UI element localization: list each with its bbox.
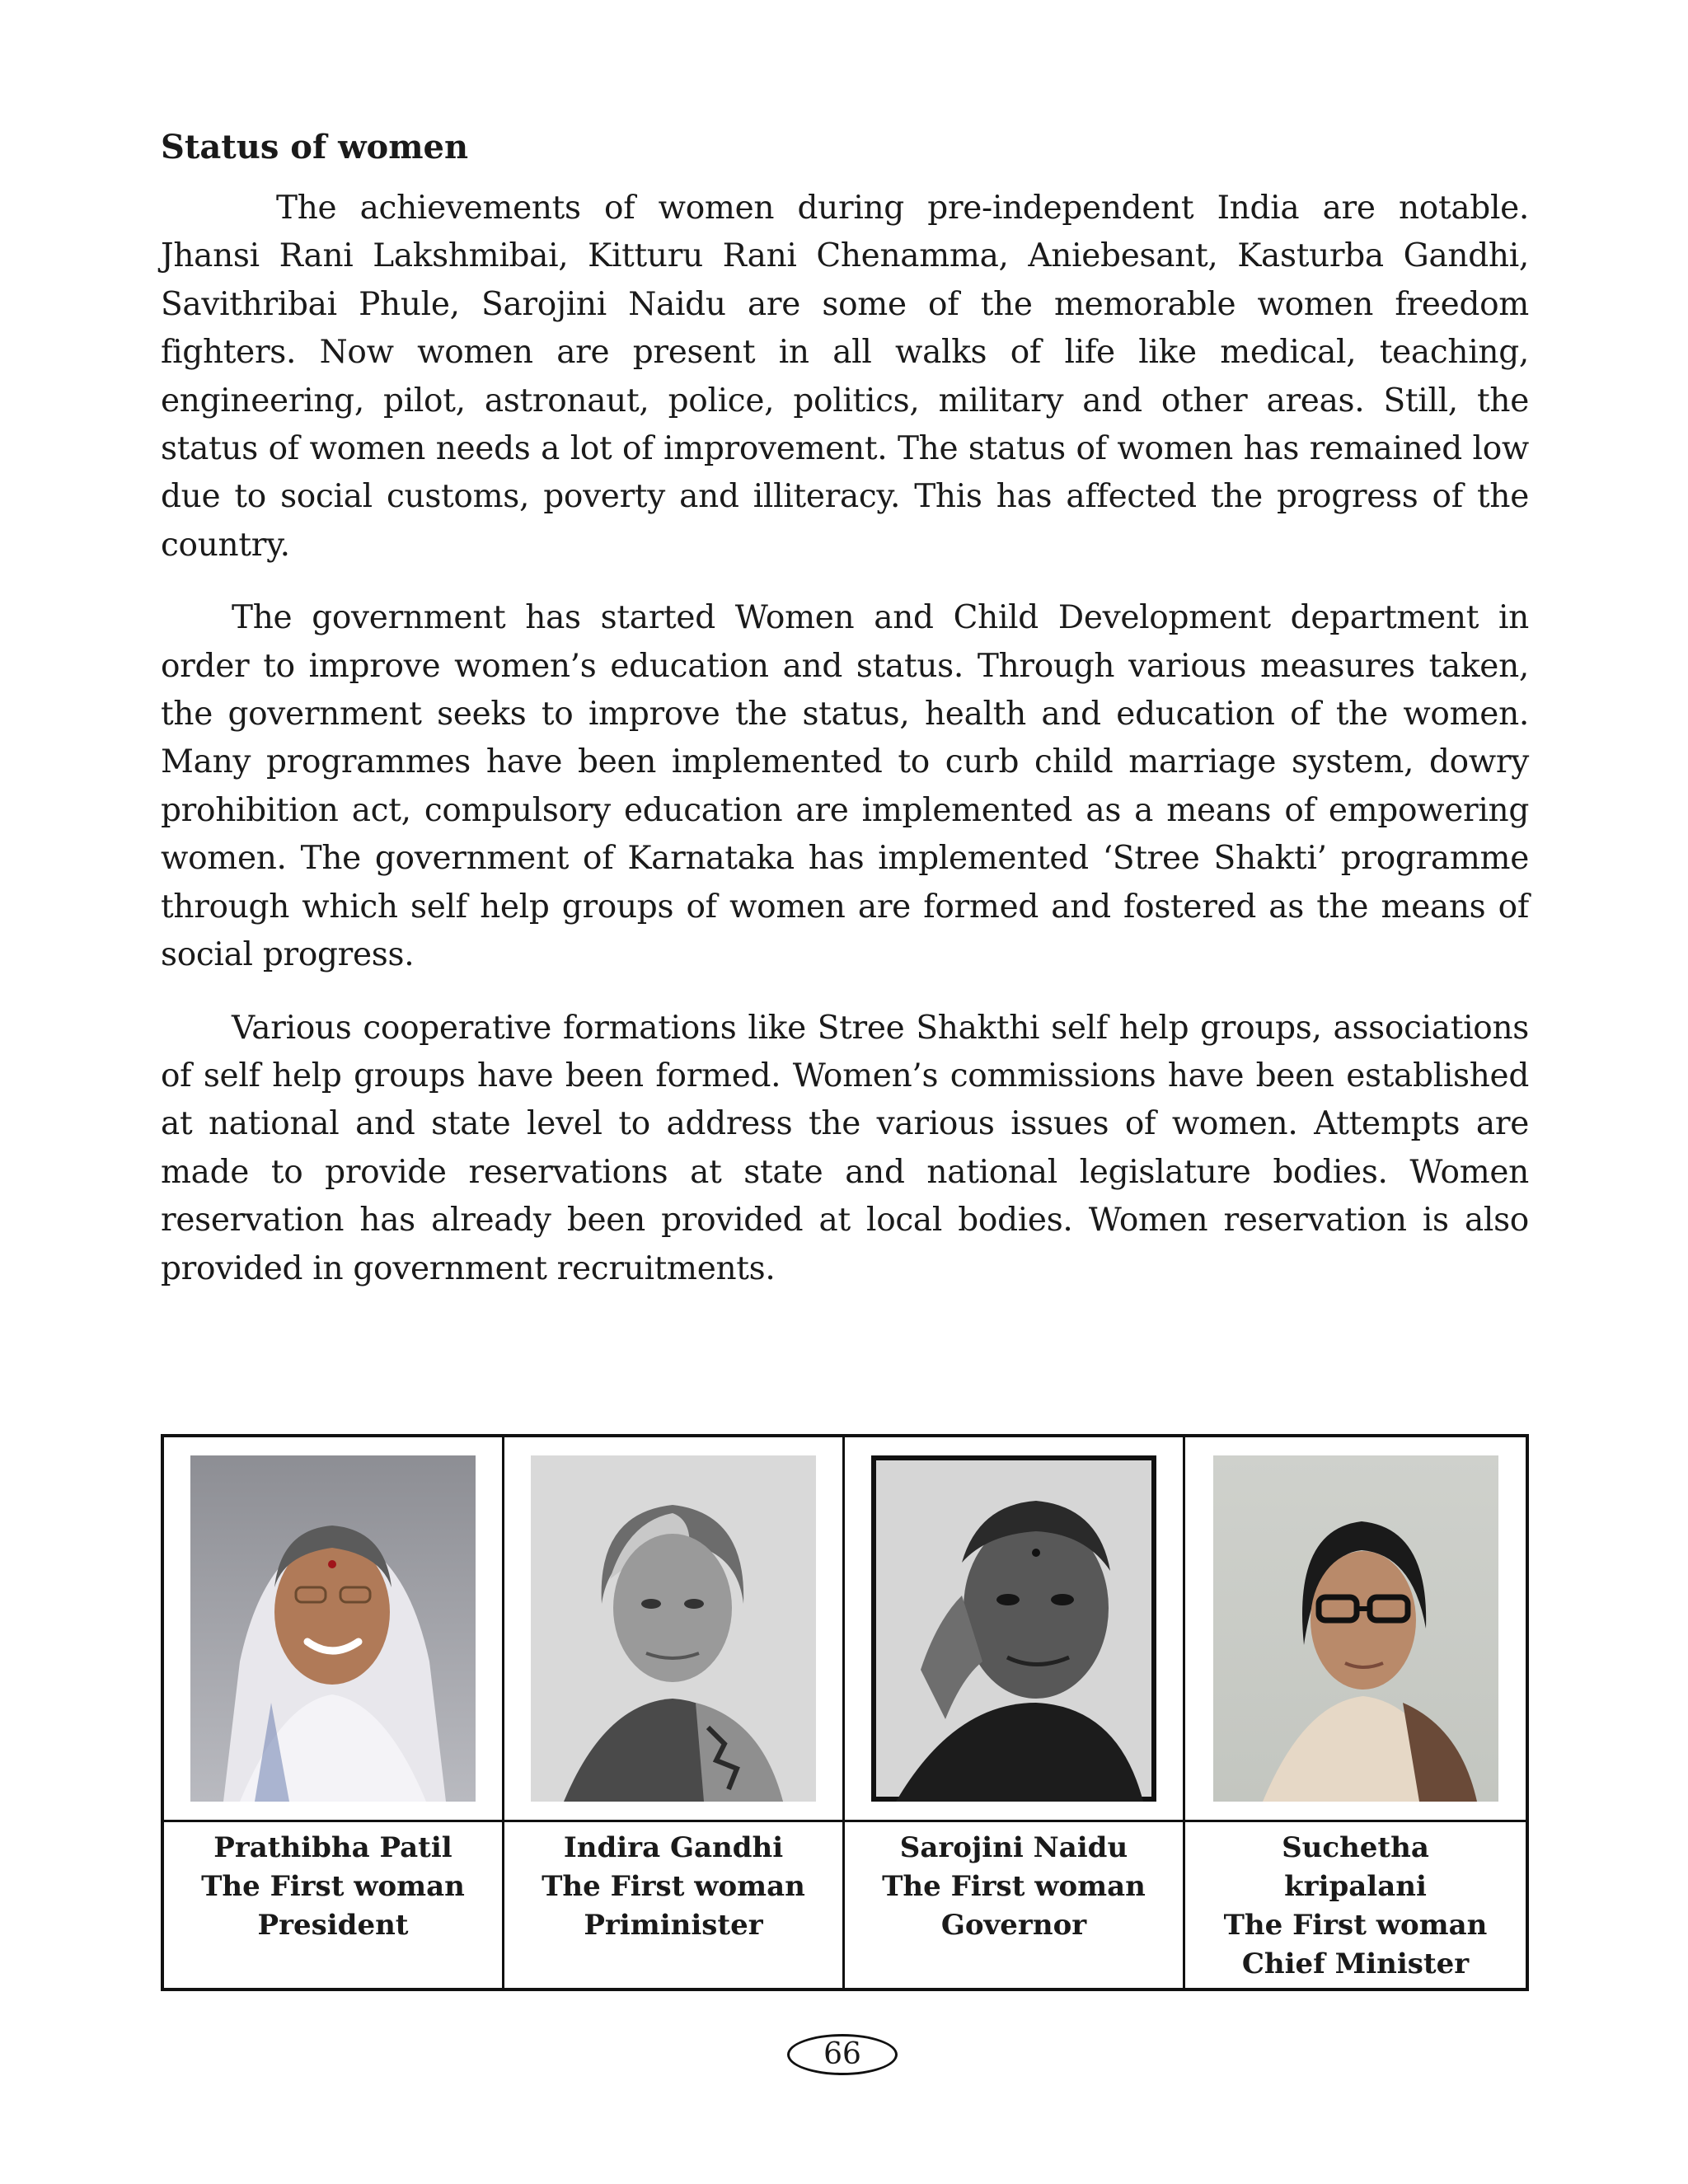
photo-cell-3: [845, 1437, 1185, 1822]
photo-cell-1: [164, 1437, 504, 1822]
portrait-photo-indira-gandhi: [531, 1455, 816, 1802]
paragraph-1: The achievements of women during pre-independent India are notable. Jhansi Rani Lakshmibai, Kitturu Rani Chenamma, Aniebesant, Kasturba Gandhi, Savithribai Phule, Sarojini Naidu are some of the memorable women freedom fighters. Now women are present in all walks of life like medical, teaching, engineering, pilot, astronaut, police, politics, military and other areas. Still, the status of women needs a lot of improvement. The status of women has remained low due to social customs, poverty and illiteracy. This has affected the progress of the country.: [161, 190, 1529, 564]
leader-line-2: The First woman: [201, 1870, 465, 1903]
caption-sarojini-naidu: [845, 1822, 1185, 1988]
leader-name: Sarojini Naidu: [899, 1831, 1128, 1864]
portrait-photo-prathibha-patil: [190, 1455, 476, 1802]
leader-line-2: kripalani: [1284, 1870, 1427, 1903]
leader-line-3: Governor: [940, 1909, 1087, 1942]
portrait-photo-suchetha-kripalani: [1213, 1455, 1498, 1802]
text-body: [161, 124, 1529, 1318]
paragraph-2: The government has started Women and Child Development department in order to improve women’s education and status. Through various measures taken, the government seeks to improve the status, health and education of the women. Many programmes have been implemented to curb child marriage system, dowry prohibition act, compulsory education are implemented as a means of empowering women. The government of Karnataka has implemented ‘Stree Shakti’ programme through which self help groups of women are formed and fostered as the means of social progress.: [161, 599, 1529, 974]
leader-line-2: The First woman: [542, 1870, 805, 1903]
portrait-photo-sarojini-naidu: [871, 1455, 1156, 1802]
caption-prathibha-patil: [164, 1822, 504, 1988]
leader-name: Prathibha Patil: [213, 1831, 452, 1864]
leader-line-3: President: [257, 1909, 409, 1942]
photo-cell-2: [504, 1437, 845, 1822]
section-heading: Status of women: [161, 128, 469, 166]
leader-name: Indira Gandhi: [563, 1831, 784, 1864]
leader-name: Suchetha: [1282, 1831, 1429, 1864]
leader-line-3: Priminister: [584, 1909, 763, 1942]
photo-cell-4: [1185, 1437, 1526, 1822]
leaders-table: [161, 1434, 1529, 1991]
page-number: 66: [787, 2034, 898, 2075]
leader-line-4: Chief Minister: [1241, 1947, 1470, 1980]
leader-line-3: The First woman: [1223, 1909, 1488, 1942]
caption-suchetha-kripalani: [1185, 1822, 1526, 1988]
caption-indira-gandhi: [504, 1822, 845, 1988]
paragraph-3: Various cooperative formations like Stree Shakthi self help groups, associations of self help groups have been formed. Women’s commissions have been established at national and state level to address the various issues of women. Attempts are made to provide reservations at state and national legislature bodies. Women reservation has already been provided at local bodies. Women reservation is also provided in government recruitments.: [161, 1009, 1529, 1287]
leader-line-2: The First woman: [882, 1870, 1146, 1903]
